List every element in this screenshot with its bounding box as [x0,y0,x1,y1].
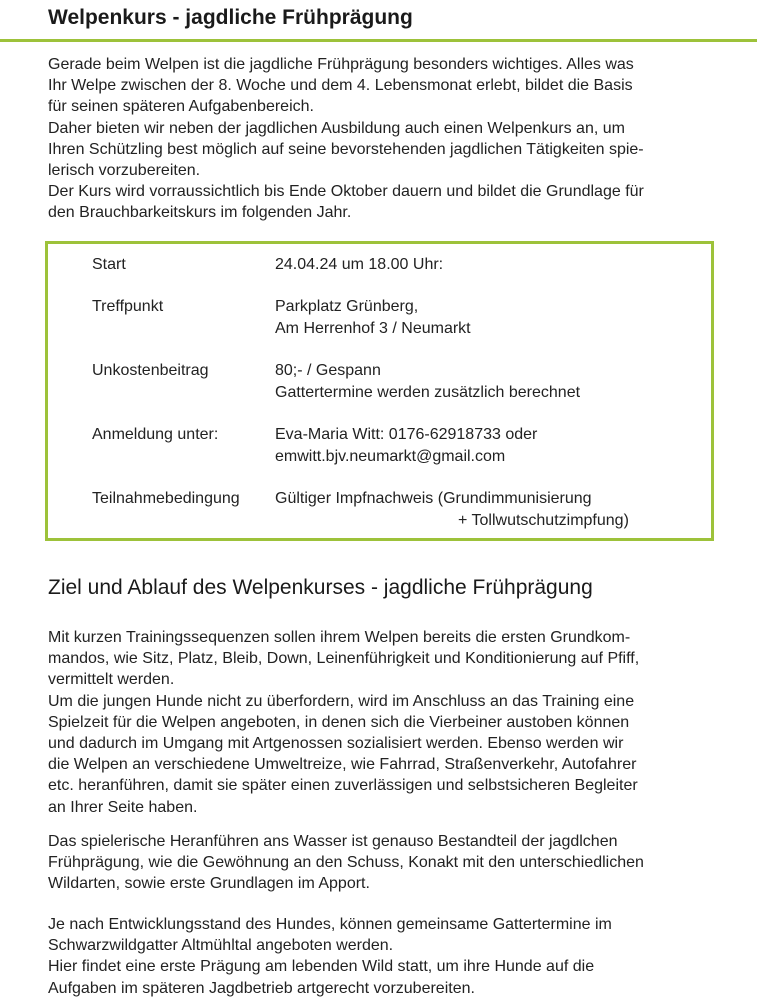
text-line: Ihren Schützling best möglich auf seine bevorstehenden jagdlichen Tätigkeiten spie- [48,140,644,158]
info-label: Treffpunkt [92,298,164,315]
text-line: etc. heranführen, damit sie später einen zuverlässigen und selbstsicheren Begleiter [48,777,638,795]
info-value-line: Eva-Maria Witt: 0176-62918733 oder [275,426,538,443]
section-heading: Ziel und Ablauf des Welpenkurses - jagdliche Frühprägung [48,576,593,599]
info-value-line: Am Herrenhof 3 / Neumarkt [275,319,471,337]
info-value-line: Gattertermine werden zusätzlich berechnet [275,383,581,401]
text-line: Um die jungen Hunde nicht zu überfordern, wird im Anschluss an das Training eine [48,692,635,710]
text-line: Frühprägung, wie die Gewöhnung an den Schuss, Konakt mit den unterschiedlichen [48,854,644,872]
text-line: Hier findet eine erste Prägung am lebenden Wild statt, um ihre Hunde auf die [48,958,595,976]
text-line: Je nach Entwicklungsstand des Hundes, können gemeinsame Gattertermine im [48,916,612,933]
text-line: an Ihrer Seite haben. [48,798,198,816]
info-value [275,254,443,276]
info-value-line: 80;- / Gespann [275,362,381,379]
info-label: Start [92,256,126,273]
info-value [275,424,537,467]
text-line: die Welpen an verschiedene Umweltreize, wie Fahrrad, Straßenverkehr, Autofahrer [48,756,637,774]
text-line: Schwarzwildgatter Altmühltal angeboten werden. [48,937,394,955]
text-line: und dadurch im Umgang mit Artgenossen sozialisiert werden. Ebenso werden wir [48,735,624,753]
gatter-paragraph [48,914,748,999]
text-line: Ihr Welpe zwischen der 8. Woche und dem 4. Lebensmonat erlebt, bildet die Basis [48,77,633,95]
info-value [275,488,629,531]
text-line: Gerade beim Welpen ist die jagdliche Frühprägung besonders wichtiges. Alles was [48,56,634,73]
page-title: Welpenkurs - jagdliche Frühprägung [48,6,413,29]
info-value-line: + Tollwutschutzimpfung) [458,511,629,529]
text-line: Aufgaben im späteren Jagdbetrieb artgerecht vorzubereiten. [48,979,475,997]
info-value [275,296,471,339]
title-underline [0,39,757,42]
text-line: den Brauchbarkeitskurs im folgenden Jahr. [48,204,352,222]
info-label: Unkostenbeitrag [92,362,209,379]
info-value-line: 24.04.24 um 18.00 Uhr: [275,256,444,273]
info-value-line: Gültiger Impfnachweis (Grundimmunisierung [275,490,592,507]
text-line: Daher bieten wir neben der jagdlichen Ausbildung auch einen Welpenkurs an, um [48,119,625,137]
text-line: Spielzeit für die Welpen angeboten, in denen sich die Vierbeiner austoben können [48,713,630,731]
goals-paragraph [48,627,748,818]
text-line: vermittelt werden. [48,671,175,689]
text-line: für seinen späteren Aufgabenbereich. [48,98,314,116]
info-email-line[interactable]: emwitt.bjv.neumarkt@gmail.com [275,447,506,465]
text-line: Der Kurs wird vorraussichtlich bis Ende Oktober dauern und bildet die Grundlage für [48,183,644,201]
info-value-line: Parkplatz Grünberg, [275,298,419,315]
info-value [275,360,580,403]
text-line: Das spielerische Heranführen ans Wasser ist genauso Bestandteil der jagdlchen [48,833,618,850]
text-line: Mit kurzen Trainingssequenzen sollen ihrem Welpen bereits die ersten Grundkom- [48,629,631,646]
text-line: mandos, wie Sitz, Platz, Bleib, Down, Leinenführigkeit und Konditionierung auf Pfiff, [48,650,640,668]
info-label: Anmeldung unter: [92,426,219,443]
info-label: Teilnahmebedingung [92,490,240,507]
text-line: lerisch vorzubereiten. [48,162,201,180]
course-info-box [45,241,714,541]
intro-paragraph [48,54,748,224]
text-line: Wildarten, sowie erste Grundlagen im Apport. [48,875,370,893]
water-paragraph [48,831,748,895]
